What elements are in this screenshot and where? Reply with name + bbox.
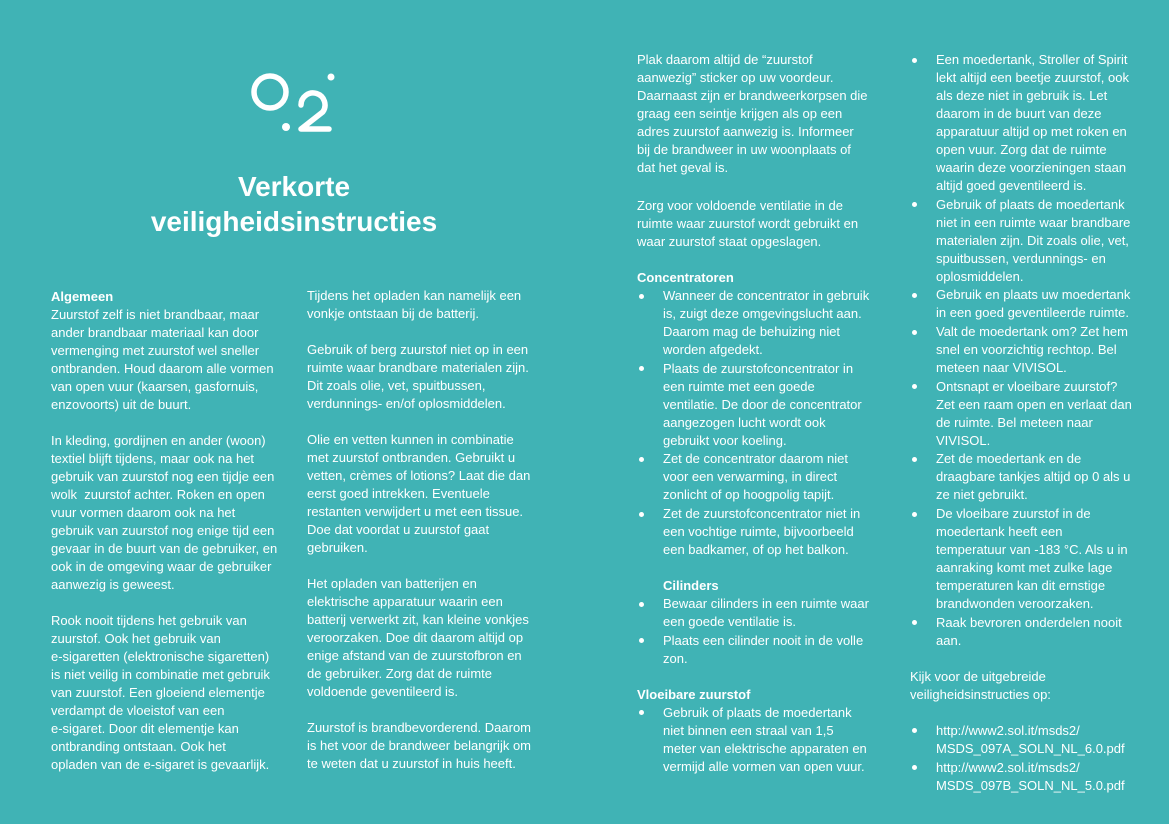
paragraph: Zuurstof zelf is niet brandbaar, maar ander brandbaar materiaal kan door vermenging met zuurstof wel sneller ontbranden. Houd daarom alle vormen van open vuur (kaarsen, gasfornuis, enzovoorts) uit de buurt. [51, 307, 274, 412]
bullet-icon [639, 366, 644, 371]
bullet-icon [912, 512, 917, 517]
bullet-icon [912, 384, 917, 389]
list-item-text: Gebruik of plaats de moedertank niet in een ruimte waar brandbare materialen zijn. Dit zoals olie, vet, spuitbussen, verdunnings- en oplosmiddelen. [936, 196, 1131, 284]
column-3 [637, 51, 899, 776]
title-line-2: veiligheidsinstructies [150, 206, 438, 237]
list-item-text: Gebruik of plaats de moedertank niet binnen een straal van 1,5 meter van elektrische apparaten en vermijd alle vormen van open vuur. [663, 704, 867, 774]
vloeibare-zuurstof-list [637, 704, 899, 776]
paragraph: Zuurstof is brandbevorderend. Daarom is het voor de brandweer belangrijk om te weten dat u zuurstof in huis heeft. [307, 720, 532, 771]
bullet-icon [912, 620, 917, 625]
list-item-text: De vloeibare zuurstof in de moedertank heeft een temperatuur van -183 °C. Als u in aanraking komt met zulke lage temperaturen kan dit ernstige brandwonden veroorzaken. [936, 506, 1128, 612]
moedertank-list [910, 51, 1160, 650]
bullet-icon [912, 330, 917, 335]
list-item-text: Bewaar cilinders in een ruimte waar een goede ventilatie is. [663, 596, 869, 630]
section-heading-cilinders: Cilinders [663, 578, 719, 594]
paragraph: Tijdens het opladen kan namelijk een vonkje ontstaan bij de batterij. [307, 288, 522, 321]
bullet-icon [639, 294, 644, 299]
list-item-text: Zet de moedertank en de draagbare tankjes altijd op 0 als u ze niet gebruikt. [936, 451, 1131, 503]
msds-097a-link[interactable]: http://www2.sol.it/msds2/ MSDS_097A_SOLN_NL_6.0.pdf [936, 722, 1125, 756]
list-item [637, 287, 899, 359]
list-item [910, 378, 1160, 450]
safety-sheet-links [910, 722, 1160, 795]
section-heading-vloeibare-zuurstof: Vloeibare zuurstof [637, 686, 751, 702]
list-item [910, 196, 1160, 286]
paragraph: In kleding, gordijnen en ander (woon) textiel blijft tijdens, maar ook na het gebruik van zuurstof nog een tijdje een wolk zuurstof achter. Roken en open vuur vormen daarom ook na het gebruik van zuurstof nog enige tijd een gevaar in de buurt van de gebruiker, en ook in de omgeving waar de gebruiker aanwezig is geweest. [51, 433, 278, 592]
list-item-text: Een moedertank, Stroller of Spirit lekt altijd een beetje zuurstof, ook als deze niet in gebruik is. Let daarom in de buurt van deze apparatuur altijd op met roken en open vuur. Zorg dat de ruimte waarin deze voorzieningen staan altijd goed geventileerd is. [936, 52, 1129, 193]
list-item-text: Valt de moedertank om? Zet hem snel en voorzichtig rechtop. Bel meteen naar VIVISOL. [936, 324, 1128, 376]
list-item [637, 450, 899, 504]
list-item-text: Zet de zuurstofconcentrator niet in een vochtige ruimte, bijvoorbeeld een badkamer, of op het balkon. [663, 506, 861, 558]
bullet-icon [639, 512, 644, 517]
title-line-1: Verkorte [237, 171, 351, 202]
list-item [637, 704, 899, 776]
list-item-text: Wanneer de concentrator in gebruik is, zuigt deze omgevingslucht aan. Daarom mag de behuizing niet worden afgedekt. [663, 288, 870, 357]
list-item [637, 505, 899, 559]
list-item [637, 360, 899, 450]
paragraph: Gebruik of berg zuurstof niet op in een ruimte waar brandbare materialen zijn. Dit zoals olie, vet, spuitbussen, verdunnings- en/of oplosmiddelen. [307, 342, 529, 411]
list-item [637, 595, 899, 631]
list-item [910, 759, 1160, 795]
column-2 [307, 287, 557, 791]
bullet-icon [639, 457, 644, 462]
list-item-text: Plaats een cilinder nooit in de volle zon. [663, 632, 864, 666]
column-4 [910, 51, 1160, 795]
paragraph: Olie en vetten kunnen in combinatie met zuurstof ontbranden. Gebruikt u vetten, crèmes of lotions? Laat die dan eerst goed intrekken. Eventuele restanten verwijdert u met een tissue. Doe dat voordat u zuurstof gaat gebruiken. [307, 432, 531, 555]
bullet-icon [912, 58, 917, 63]
bullet-icon [912, 457, 917, 462]
bullet-icon [912, 293, 917, 298]
list-item [910, 51, 1160, 195]
bullet-icon [639, 710, 644, 715]
list-item-text: Raak bevroren onderdelen nooit aan. [936, 614, 1122, 648]
bullet-icon [912, 728, 917, 733]
page-title [124, 169, 464, 239]
msds-097b-link[interactable]: http://www2.sol.it/msds2/ MSDS_097B_SOLN_NL_5.0.pdf [936, 759, 1125, 793]
column-1 [51, 288, 301, 792]
list-item [910, 722, 1160, 758]
list-item-text: Ontsnapt er vloeibare zuurstof? Zet een raam open en verlaat dan de ruimte. Bel meteen naar VIVISOL. [936, 378, 1132, 448]
more-info-text: Kijk voor de uitgebreide veiligheidsinstructies op: [910, 668, 1051, 702]
cilinders-list [637, 595, 899, 668]
bullet-icon [639, 602, 644, 607]
list-item [910, 286, 1160, 322]
bullet-icon [639, 638, 644, 643]
bullet-icon [912, 202, 917, 207]
paragraph: Zorg voor voldoende ventilatie in de ruimte waar zuurstof wordt gebruikt en waar zuurstof staat opgeslagen. [637, 198, 859, 249]
list-item [637, 632, 899, 668]
o2-logo [245, 55, 340, 140]
concentratoren-list [637, 287, 899, 559]
list-item [910, 505, 1160, 613]
paragraph: Plak daarom altijd de “zuurstof aanwezig” sticker op uw voordeur. Daarnaast zijn er brandweerkorpsen die graag een seintje krijgen als op een adres zuurstof aanwezig is. Informeer bij de brandweer in uw woonplaats of dat het geval is. [637, 52, 868, 175]
list-item-text: Plaats de zuurstofconcentrator in een ruimte met een goede ventilatie. De door de concentrator aangezogen lucht wordt ook gebruikt voor koeling. [663, 360, 862, 448]
list-item [910, 450, 1160, 504]
list-item-text: Gebruik en plaats uw moedertank in een goed geventileerde ruimte. [936, 287, 1131, 321]
list-item-text: Zet de concentrator daarom niet voor een verwarming, in direct zonlicht of op hoogpolig tapijt. [663, 451, 848, 503]
section-heading-algemeen: Algemeen [51, 289, 114, 304]
bullet-icon [912, 765, 917, 770]
list-item [910, 323, 1160, 377]
paragraph: Rook nooit tijdens het gebruik van zuurstof. Ook het gebruik van e-sigaretten (elektronische sigaretten) is niet veilig in combinatie met gebruik van zuurstof. Een gloeiend elementje verdampt de vloeistof van een e-sigaret. Door dit elementje kan ontbranding ontstaan. Ook het opladen van de e-sigaret is gevaarlijk. [51, 613, 270, 772]
paragraph: Het opladen van batterijen en elektrische apparatuur waarin een batterij verwerkt zit, kan kleine vonkjes veroorzaken. Doe dit daarom altijd op enige afstand van de zuurstofbron en de gebruiker. Zorg dat de ruimte voldoende geventileerd is. [307, 576, 529, 699]
section-heading-concentratoren: Concentratoren [637, 270, 734, 285]
list-item [910, 614, 1160, 650]
